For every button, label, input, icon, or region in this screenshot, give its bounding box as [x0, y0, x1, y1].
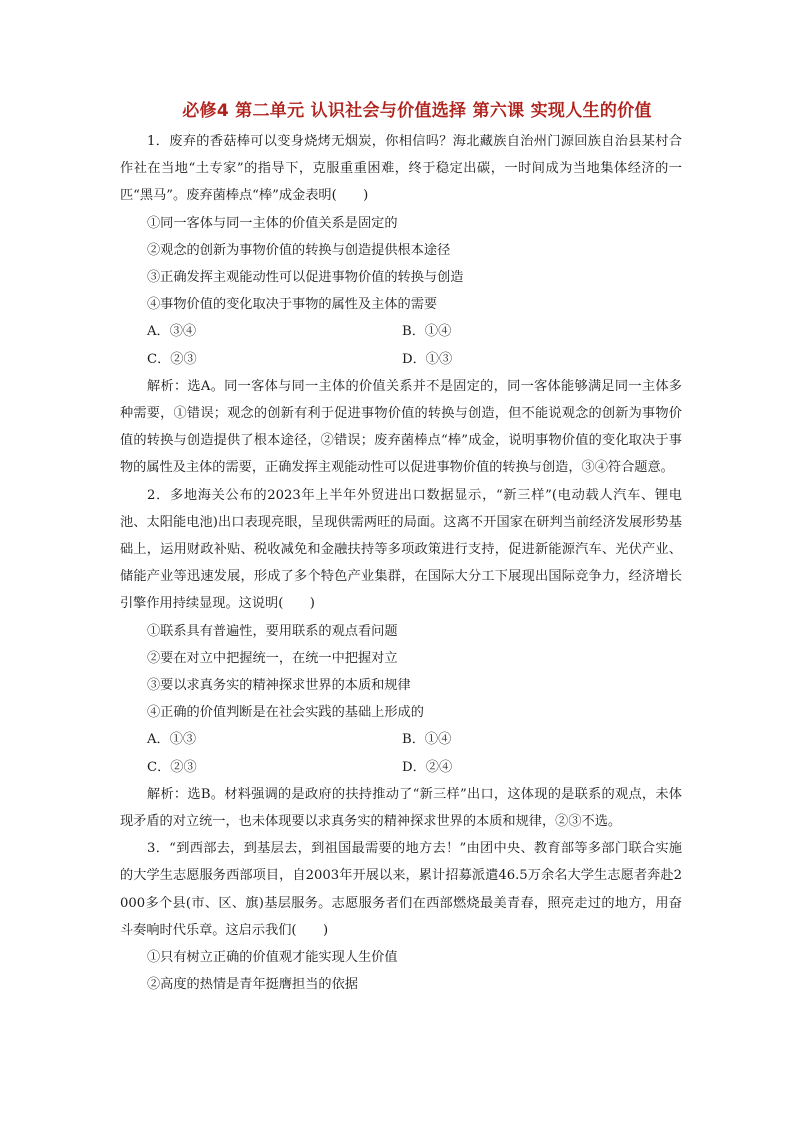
question-2 — [120, 482, 682, 836]
statement-option: ②高度的热情是青年挺膺担当的依据 — [147, 977, 358, 993]
choice-b: B．①④ — [402, 324, 452, 340]
question-1 — [120, 128, 682, 482]
analysis-text: 解析：选A。同一客体与同一主体的价值关系并不是固定的，同一客体能够满足同一主体多种需要，①错误；观念的创新有利于促进事物价值的转换与创造，但不能说观念的创新为事物价值的转换与创造提供了根本途径，②错误；废弃菌棒点“棒”成金，说明事物价值的变化取决于事物的属性及主体的需要，正确发挥主观能动性可以促进事物价值的转换与创造，③④符合题意。 — [120, 378, 682, 476]
question-3 — [120, 835, 682, 998]
statement-option: ②要在对立中把握统一，在统一中把握对立 — [147, 650, 398, 666]
question-stem: 2．多地海关公布的2023年上半年外贸进出口数据显示，“新三样”(电动载人汽车、锂电池、太阳能电池)出口表现亮眼，呈现供需两旺的局面。这离不开国家在研判当前经济发展形势基础上，运用财政补贴、税收减免和金融扶持等多项政策进行支持，促进新能源汽车、光伏产业、储能产业等迅速发展，形成了多个特色产业集群，在国际大分工下展现出国际竞争力，经济增长引擎作用持续显现。这说明( ) — [120, 487, 682, 612]
question-list — [120, 128, 682, 999]
statement-option: ③正确发挥主观能动性可以促进事物价值的转换与创造 — [147, 270, 464, 286]
page-title: 必修4 第二单元 认识社会与价值选择 第六课 实现人生的价值 — [182, 101, 652, 121]
statement-option: ④事物价值的变化取决于事物的属性及主体的需要 — [147, 297, 438, 313]
choice-c: C．②③ — [147, 351, 197, 367]
statement-option: ①同一客体与同一主体的价值关系是固定的 — [147, 215, 398, 231]
answer-choices-row — [120, 754, 682, 781]
choice-a: A．③④ — [147, 324, 197, 340]
answer-choices-row — [120, 318, 682, 345]
statement-option: ③要以求真务实的精神探求世界的本质和规律 — [147, 678, 411, 694]
answer-choices-row — [120, 346, 682, 373]
question-stem: 3．“到西部去，到基层去，到祖国最需要的地方去！”由团中央、教育部等多部门联合实施的大学生志愿服务西部项目，自2003年开展以来，累计招募派遣46.5万余名大学生志愿者奔赴2 000多个县(市、区、旗)基层服务。志愿服务者们在西部燃烧最美青春，照亮走过的地方，用奋斗奏响时代乐章。这启示我们( ) — [120, 841, 682, 938]
analysis-text: 解析：选B。材料强调的是政府的扶持推动了“新三样”出口，这体现的是联系的观点，未体现矛盾的对立统一，也未体现要以求真务实的精神探求世界的本质和规律，②③不选。 — [120, 786, 682, 830]
answer-choices-row — [120, 726, 682, 753]
statement-option: ④正确的价值判断是在社会实践的基础上形成的 — [147, 705, 424, 721]
choice-b: B．①④ — [402, 732, 452, 748]
question-stem: 1．废弃的香菇棒可以变身烧烤无烟炭，你相信吗？海北藏族自治州门源回族自治县某村合作社在当地“土专家”的指导下，克服重重困难，终于稳定出碳，一时间成为当地集体经济的一匹“黑马”。废弃菌棒点“棒”成金表明( ) — [120, 134, 682, 204]
choice-c: C．②③ — [147, 759, 197, 775]
statement-option: ①联系具有普遍性，要用联系的观点看问题 — [147, 623, 398, 639]
choice-d: D．②④ — [402, 759, 453, 775]
statement-option: ②观念的创新为事物价值的转换与创造提供根本途径 — [147, 242, 451, 258]
choice-a: A．①③ — [147, 732, 197, 748]
choice-d: D．①③ — [402, 351, 453, 367]
statement-option: ①只有树立正确的价值观才能实现人生价值 — [147, 950, 398, 966]
